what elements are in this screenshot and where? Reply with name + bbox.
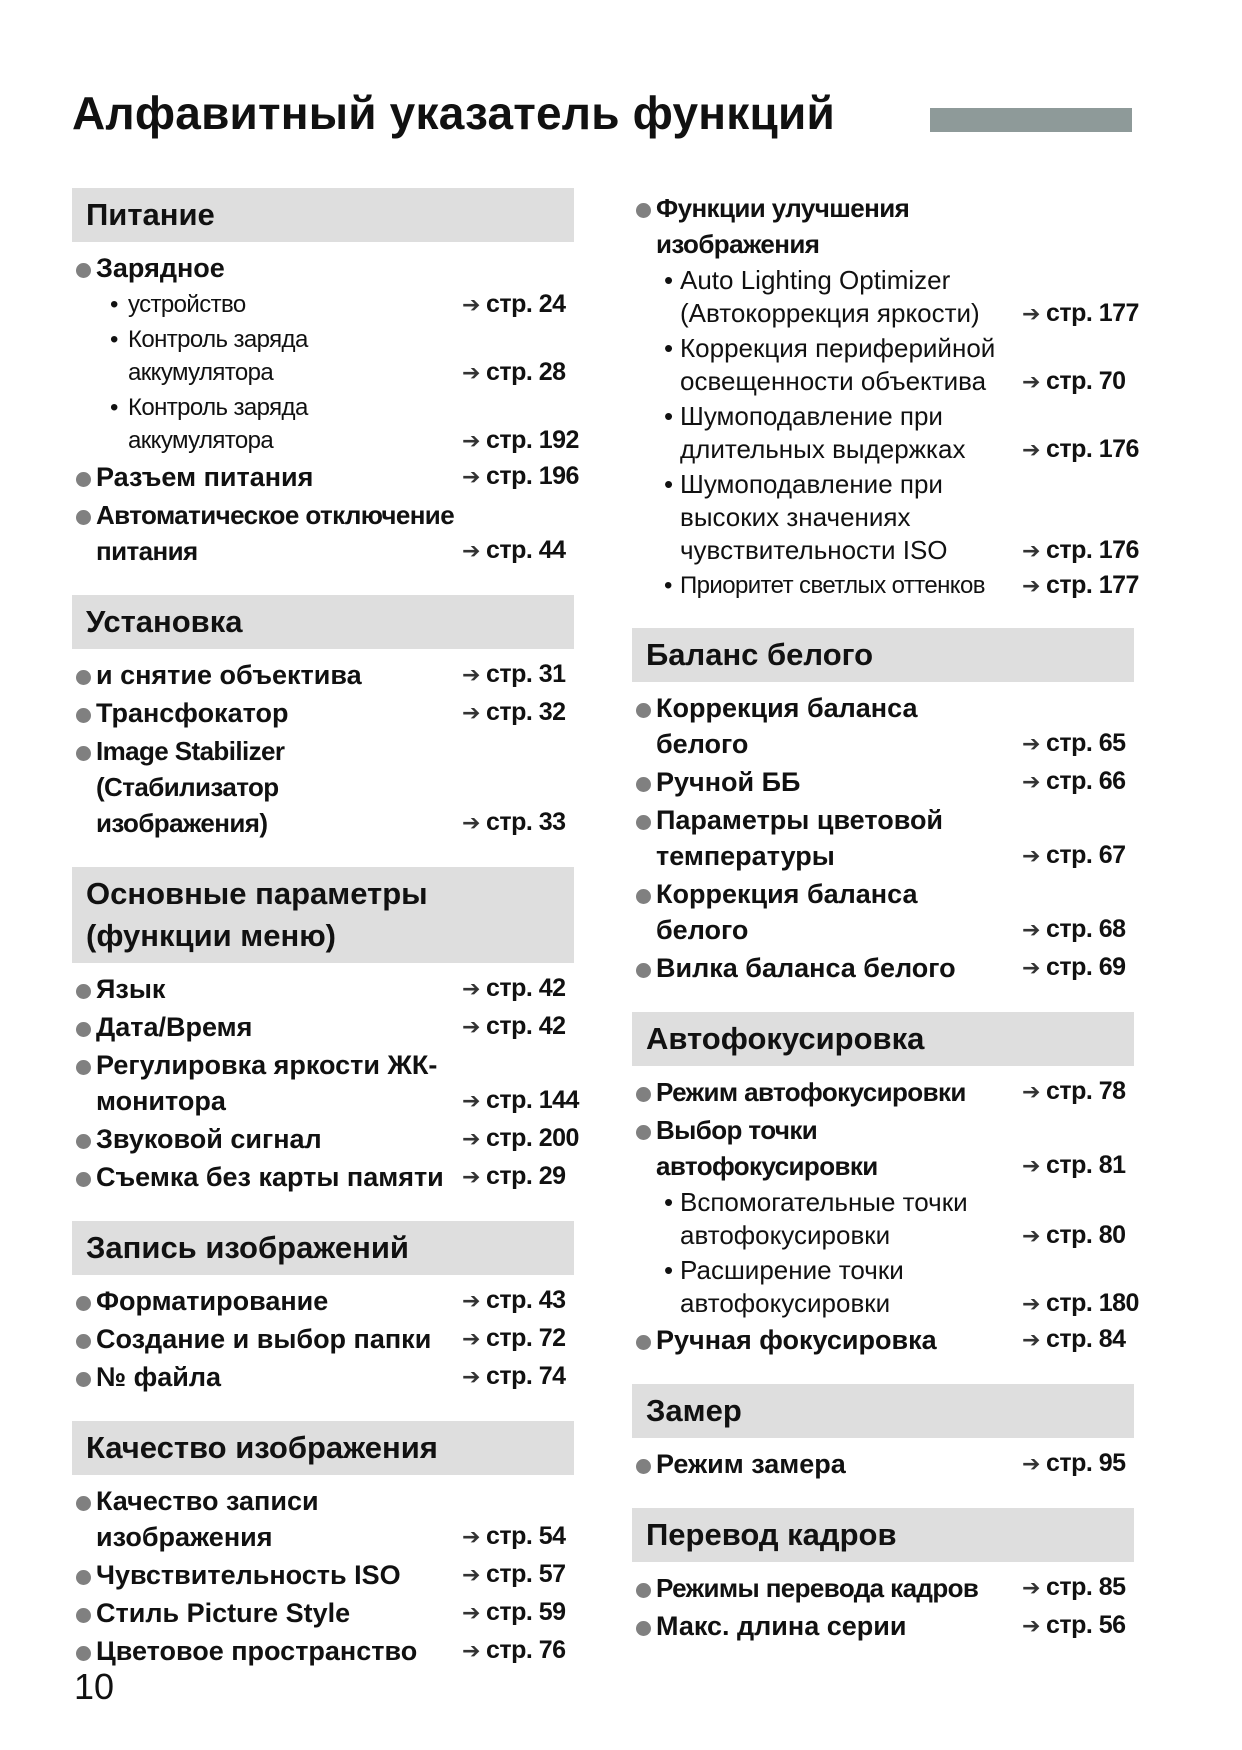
arrow-right-icon: ➔ [462, 1600, 480, 1625]
index-entry [72, 733, 574, 841]
index-section [72, 595, 574, 841]
entry-label: Вилка баланса белого [656, 953, 956, 983]
entry-label: и снятие объектива [96, 660, 362, 690]
entry-label: Автоматическое отключение питания [96, 500, 455, 566]
section-header: Замер [632, 1384, 1134, 1438]
page-ref-text: стр. 177 [1045, 571, 1139, 599]
page-reference [462, 970, 574, 1007]
page-reference [1022, 725, 1134, 762]
page-reference [462, 1594, 574, 1631]
entry-label: Выбор точки автофокусировки [656, 1115, 878, 1181]
index-entry [72, 695, 574, 731]
entry-label: • устройство [128, 291, 246, 318]
entry-label: Регулировка яркости ЖК-монитора [96, 1050, 438, 1116]
index-subentry [72, 323, 574, 389]
page-ref-text: стр. 84 [1045, 1325, 1126, 1353]
page-reference [462, 804, 574, 841]
entry-label: Звуковой сигнал [96, 1124, 322, 1154]
index-subentry [632, 1254, 1139, 1320]
page-reference [462, 1082, 579, 1119]
arrow-right-icon: ➔ [1022, 1327, 1040, 1352]
index-section [632, 190, 1139, 602]
index-subentry [632, 1186, 1134, 1252]
entry-label: Чувствительность ISO [96, 1560, 401, 1590]
index-section [72, 1421, 574, 1669]
index-entry [632, 1074, 1134, 1110]
page-reference [462, 694, 574, 731]
page-ref-text: стр. 32 [485, 698, 566, 726]
page-reference [462, 656, 574, 693]
index-entry [72, 250, 574, 286]
entry-label: Цветовое пространство [96, 1636, 418, 1666]
page-reference [1022, 1445, 1134, 1482]
page-ref-text: стр. 69 [1045, 953, 1126, 981]
arrow-right-icon: ➔ [462, 1014, 480, 1039]
page-ref-text: стр. 31 [485, 660, 566, 688]
arrow-right-icon: ➔ [1022, 955, 1040, 980]
page-ref-text: стр. 59 [485, 1598, 566, 1626]
entry-label: Коррекция баланса белого [656, 693, 918, 759]
page-reference [1022, 1219, 1134, 1252]
section-header: Основные параметры (функции меню) [72, 867, 574, 963]
arrow-right-icon: ➔ [462, 1164, 480, 1189]
index-entry [632, 876, 1134, 948]
entry-label: • Приоритет светлых оттенков [680, 572, 985, 599]
entry-label: Трансфокатор [96, 698, 289, 728]
entry-label: Зарядное [96, 253, 225, 283]
arrow-right-icon: ➔ [462, 1088, 480, 1113]
page-ref-text: стр. 200 [485, 1124, 579, 1152]
arrow-right-icon: ➔ [462, 1326, 480, 1351]
page-ref-text: стр. 42 [485, 974, 566, 1002]
page-ref-text: стр. 28 [485, 358, 566, 386]
page-reference [1022, 1073, 1134, 1110]
index-subentry [632, 400, 1139, 466]
page-ref-text: стр. 177 [1045, 299, 1139, 327]
section-header: Автофокусировка [632, 1012, 1134, 1066]
entry-label: • Шумоподавление при длительных выдержках [680, 401, 966, 464]
arrow-right-icon: ➔ [462, 1364, 480, 1389]
page-ref-text: стр. 95 [1045, 1449, 1126, 1477]
page-ref-text: стр. 176 [1045, 536, 1139, 564]
page-reference [1022, 763, 1134, 800]
arrow-right-icon: ➔ [1022, 843, 1040, 868]
page-ref-text: стр. 29 [485, 1162, 566, 1190]
page-ref-text: стр. 196 [485, 462, 579, 490]
page-ref-text: стр. 43 [485, 1286, 566, 1314]
arrow-right-icon: ➔ [462, 662, 480, 687]
arrow-right-icon: ➔ [462, 1126, 480, 1151]
section-header: Запись изображений [72, 1221, 574, 1275]
index-section [632, 1012, 1139, 1358]
page-reference [462, 1556, 574, 1593]
arrow-right-icon: ➔ [462, 292, 480, 317]
entry-label: Режимы перевода кадров [656, 1573, 979, 1603]
index-section [72, 1221, 574, 1395]
page-ref-text: стр. 24 [485, 290, 566, 318]
arrow-right-icon: ➔ [1022, 1451, 1040, 1476]
arrow-right-icon: ➔ [1022, 731, 1040, 756]
entry-label: Форматирование [96, 1286, 329, 1316]
arrow-right-icon: ➔ [1022, 437, 1040, 462]
arrow-right-icon: ➔ [1022, 1575, 1040, 1600]
entry-label: Ручной ББ [656, 767, 801, 797]
arrow-right-icon: ➔ [462, 810, 480, 835]
page-ref-text: стр. 44 [485, 536, 566, 564]
index-section [632, 628, 1134, 986]
arrow-right-icon: ➔ [462, 428, 480, 453]
index-subentry [72, 288, 574, 321]
index-entry [72, 1557, 574, 1593]
index-subentry [632, 264, 1139, 330]
page-reference [1022, 1147, 1134, 1184]
index-entry [72, 497, 574, 569]
page-reference [1022, 1607, 1134, 1644]
index-entry [632, 764, 1134, 800]
entry-label: Съемка без карты памяти [96, 1162, 444, 1192]
left-column [72, 188, 579, 1695]
page-reference [1022, 1569, 1134, 1606]
page-reference [1022, 1321, 1134, 1358]
page-reference [1022, 949, 1134, 986]
section-header: Питание [72, 188, 574, 242]
entry-label: Параметры цветовой температуры [656, 805, 944, 871]
section-header: Установка [72, 595, 574, 649]
page-ref-text: стр. 65 [1045, 729, 1126, 757]
index-section [632, 1384, 1134, 1482]
page-reference [462, 532, 574, 569]
entry-label: Режим автофокусировки [656, 1077, 966, 1107]
entry-label: Создание и выбор папки [96, 1324, 432, 1354]
page-ref-text: стр. 176 [1045, 435, 1139, 463]
page-reference [462, 356, 574, 389]
entry-label: • Auto Lighting Optimizer (Автокоррекция яркости) [680, 265, 980, 328]
arrow-right-icon: ➔ [462, 976, 480, 1001]
section-header: Перевод кадров [632, 1508, 1134, 1562]
entry-label: • Контроль заряда аккумулятора [128, 326, 308, 386]
entry-label: • Вспомогательные точки автофокусировки [680, 1187, 968, 1250]
index-entry [72, 1483, 574, 1555]
page-reference [462, 1282, 574, 1319]
page-reference [462, 1358, 574, 1395]
page-ref-text: стр. 57 [485, 1560, 566, 1588]
page-ref-text: стр. 70 [1045, 367, 1126, 395]
entry-label: Image Stabilizer (Стабилизатор изображения) [96, 736, 285, 838]
arrow-right-icon: ➔ [1022, 917, 1040, 942]
page-reference [462, 458, 579, 495]
page-ref-text: стр. 144 [485, 1086, 579, 1114]
arrow-right-icon: ➔ [462, 464, 480, 489]
page-ref-text: стр. 56 [1045, 1611, 1126, 1639]
entry-label: • Коррекция периферийной освещенности объектива [680, 333, 996, 396]
page-ref-text: стр. 76 [485, 1636, 566, 1664]
page-reference [1022, 569, 1139, 602]
page-ref-text: стр. 192 [485, 426, 579, 454]
page-ref-text: стр. 66 [1045, 767, 1126, 795]
page-title: Алфавитный указатель функций [72, 87, 835, 139]
index-entry [72, 971, 574, 1007]
entry-label: Функции улучшения изображения [656, 193, 910, 259]
right-column [632, 188, 1139, 1670]
page-ref-text: стр. 80 [1045, 1221, 1126, 1249]
index-entry [632, 802, 1134, 874]
page-ref-text: стр. 68 [1045, 915, 1126, 943]
page-reference [1022, 911, 1134, 948]
index-entry [632, 190, 1134, 262]
section-header: Баланс белого [632, 628, 1134, 682]
index-entry [72, 459, 579, 495]
page-ref-text: стр. 74 [485, 1362, 566, 1390]
arrow-right-icon: ➔ [462, 700, 480, 725]
index-entry [72, 1283, 574, 1319]
page-ref-text: стр. 54 [485, 1522, 566, 1550]
page-ref-text: стр. 78 [1045, 1077, 1126, 1105]
entry-label: Разъем питания [96, 462, 314, 492]
page-ref-text: стр. 42 [485, 1012, 566, 1040]
index-entry [632, 1570, 1134, 1606]
index-entry [632, 1322, 1134, 1358]
entry-label: Язык [96, 974, 166, 1004]
page-reference [1022, 534, 1139, 567]
entry-label: Макс. длина серии [656, 1611, 907, 1641]
index-entry [72, 657, 574, 693]
index-entry [632, 1112, 1134, 1184]
index-entry [72, 1321, 574, 1357]
index-entry [72, 1047, 579, 1119]
arrow-right-icon: ➔ [462, 360, 480, 385]
index-entry [72, 1595, 574, 1631]
index-entry [72, 1159, 574, 1195]
page-ref-text: стр. 33 [485, 808, 566, 836]
arrow-right-icon: ➔ [1022, 1223, 1040, 1248]
title-accent-bar [930, 108, 1132, 132]
arrow-right-icon: ➔ [1022, 1291, 1040, 1316]
entry-label: Ручная фокусировка [656, 1325, 937, 1355]
page-reference [1022, 297, 1139, 330]
index-entry [632, 950, 1134, 986]
entry-label: • Расширение точки автофокусировки [680, 1255, 904, 1318]
entry-label: Режим замера [656, 1449, 846, 1479]
index-subentry [632, 332, 1134, 398]
entry-label: Дата/Время [96, 1012, 253, 1042]
arrow-right-icon: ➔ [1022, 573, 1040, 598]
arrow-right-icon: ➔ [1022, 769, 1040, 794]
page-reference [1022, 433, 1139, 466]
page-reference [462, 1320, 574, 1357]
index-subentry [72, 391, 579, 457]
page-reference [1022, 365, 1134, 398]
page-number: 10 [74, 1666, 115, 1707]
index-section [72, 188, 579, 569]
arrow-right-icon: ➔ [1022, 369, 1040, 394]
index-section [72, 867, 579, 1195]
arrow-right-icon: ➔ [462, 1288, 480, 1313]
index-entry [72, 1121, 579, 1157]
arrow-right-icon: ➔ [462, 1638, 480, 1663]
page-reference [462, 424, 579, 457]
entry-label: Качество записи изображения [96, 1486, 319, 1552]
index-section [632, 1508, 1134, 1644]
entry-label: № файла [96, 1362, 222, 1392]
page-reference [462, 1632, 574, 1669]
arrow-right-icon: ➔ [1022, 1613, 1040, 1638]
index-entry [632, 1608, 1134, 1644]
index-entry [632, 690, 1134, 762]
page-reference [462, 1008, 574, 1045]
entry-label: • Шумоподавление при высоких значениях чувствительности ISO [680, 469, 948, 565]
index-subentry [632, 569, 1139, 602]
arrow-right-icon: ➔ [462, 1524, 480, 1549]
index-entry [72, 1009, 574, 1045]
entry-label: Коррекция баланса белого [656, 879, 918, 945]
index-subentry [632, 468, 1139, 567]
page-reference [462, 1518, 574, 1555]
arrow-right-icon: ➔ [462, 1562, 480, 1587]
page-reference [462, 1158, 574, 1195]
page-reference [1022, 1287, 1139, 1320]
page-reference [462, 288, 574, 321]
page-ref-text: стр. 67 [1045, 841, 1126, 869]
entry-label: • Контроль заряда аккумулятора [128, 394, 308, 454]
index-entry [72, 1359, 574, 1395]
page-ref-text: стр. 72 [485, 1324, 566, 1352]
page-ref-text: стр. 180 [1045, 1289, 1139, 1317]
page-ref-text: стр. 85 [1045, 1573, 1126, 1601]
arrow-right-icon: ➔ [1022, 538, 1040, 563]
index-entry [72, 1633, 574, 1669]
arrow-right-icon: ➔ [1022, 1079, 1040, 1104]
page-reference [462, 1120, 579, 1157]
entry-label: Стиль Picture Style [96, 1598, 351, 1628]
arrow-right-icon: ➔ [1022, 301, 1040, 326]
page-ref-text: стр. 81 [1045, 1151, 1126, 1179]
arrow-right-icon: ➔ [462, 538, 480, 563]
section-header: Качество изображения [72, 1421, 574, 1475]
arrow-right-icon: ➔ [1022, 1153, 1040, 1178]
index-entry [632, 1446, 1134, 1482]
page-reference [1022, 837, 1134, 874]
